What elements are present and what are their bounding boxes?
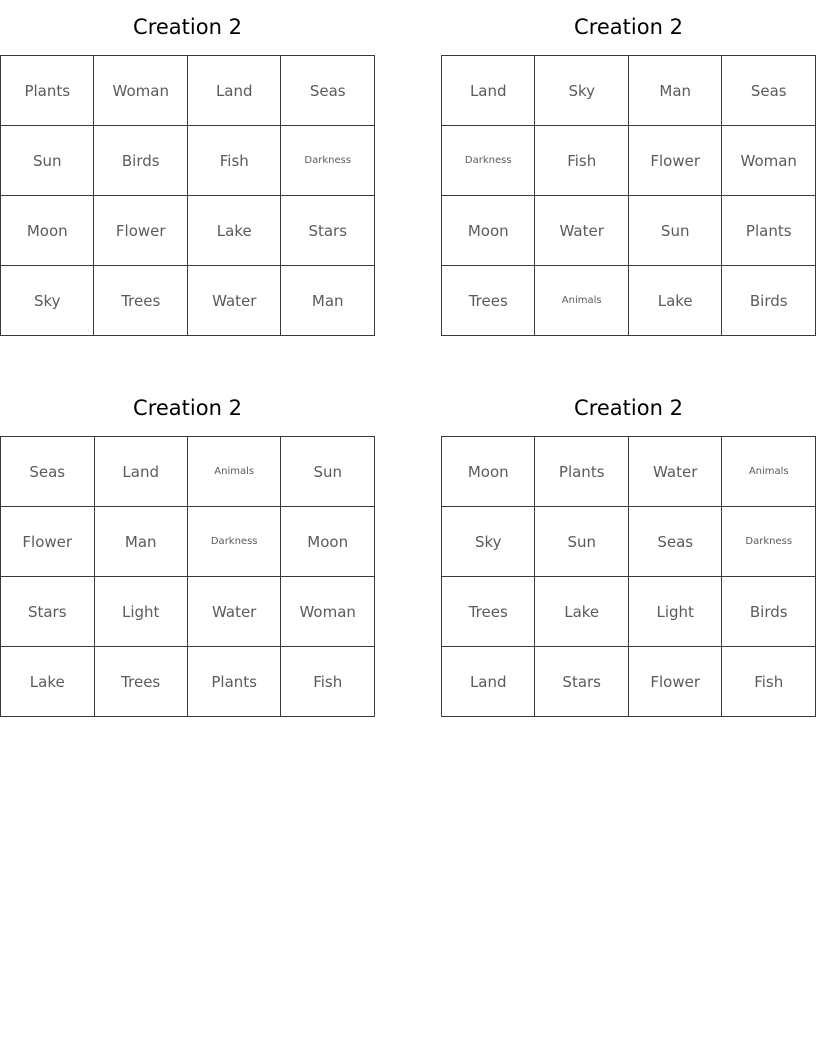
- card-title: Creation 2: [574, 396, 683, 420]
- grid-row: [442, 507, 816, 577]
- grid-cell: Stars: [535, 647, 628, 717]
- grid-cell: Fish: [535, 126, 628, 196]
- grid-cell: Seas: [628, 507, 722, 577]
- grid-cell: Trees: [442, 266, 535, 336]
- grid-cell: Seas: [281, 56, 375, 126]
- grid-cell: Fish: [188, 126, 281, 196]
- grid-cell: Woman: [94, 56, 188, 126]
- grid-cell: Moon: [281, 507, 375, 577]
- grid-cell: Seas: [1, 437, 95, 507]
- grid-cell: Lake: [628, 266, 722, 336]
- grid-cell: Man: [281, 266, 375, 336]
- grid-cell: Moon: [442, 437, 535, 507]
- grid-cell: Land: [442, 56, 535, 126]
- grid-cell: Water: [188, 266, 281, 336]
- grid-cell: Flower: [628, 647, 722, 717]
- grid-cell: Lake: [188, 196, 281, 266]
- grid-cell: Water: [628, 437, 722, 507]
- grid-cell: Fish: [281, 647, 375, 717]
- grid-cell: Light: [94, 577, 187, 647]
- grid-row: [1, 126, 375, 196]
- grid-cell: Fish: [722, 647, 816, 717]
- grid-cell: Moon: [442, 196, 535, 266]
- grid-cell: Plants: [722, 196, 816, 266]
- grid-cell: Sun: [535, 507, 628, 577]
- grid-row: [1, 437, 375, 507]
- grid-cell: Water: [187, 577, 280, 647]
- grid-cell: Woman: [281, 577, 375, 647]
- grid-row: [1, 266, 375, 336]
- grid-cell: Sun: [628, 196, 722, 266]
- grid-cell: Birds: [94, 126, 188, 196]
- grid-cell: Animals: [722, 437, 816, 507]
- grid-cell: Light: [628, 577, 722, 647]
- grid-row: [1, 577, 375, 647]
- grid-row: [442, 577, 816, 647]
- grid-cell: Lake: [1, 647, 95, 717]
- grid-cell: Sky: [1, 266, 94, 336]
- grid-row: [442, 196, 816, 266]
- grid-cell: Man: [628, 56, 722, 126]
- grid-row: [442, 647, 816, 717]
- card-title: Creation 2: [133, 15, 242, 39]
- grid-cell: Plants: [1, 56, 94, 126]
- grid-cell: Plants: [535, 437, 628, 507]
- bingo-grid: [441, 55, 816, 336]
- grid-cell: Trees: [94, 266, 188, 336]
- grid-cell: Moon: [1, 196, 94, 266]
- bingo-grid: [0, 55, 375, 336]
- grid-cell: Darkness: [722, 507, 816, 577]
- grid-cell: Flower: [94, 196, 188, 266]
- grid-cell: Water: [535, 196, 628, 266]
- grid-cell: Man: [94, 507, 187, 577]
- grid-row: [442, 266, 816, 336]
- grid-cell: Darkness: [281, 126, 375, 196]
- bingo-grid: [0, 436, 375, 717]
- grid-cell: Animals: [187, 437, 280, 507]
- grid-row: [1, 647, 375, 717]
- grid-cell: Stars: [281, 196, 375, 266]
- grid-cell: Flower: [1, 507, 95, 577]
- grid-cell: Stars: [1, 577, 95, 647]
- grid-cell: Lake: [535, 577, 628, 647]
- grid-row: [442, 56, 816, 126]
- grid-cell: Land: [188, 56, 281, 126]
- grid-row: [1, 56, 375, 126]
- grid-cell: Land: [94, 437, 187, 507]
- grid-cell: Seas: [722, 56, 816, 126]
- grid-row: [442, 437, 816, 507]
- card-title: Creation 2: [133, 396, 242, 420]
- grid-cell: Flower: [628, 126, 722, 196]
- grid-cell: Darkness: [187, 507, 280, 577]
- card-title: Creation 2: [574, 15, 683, 39]
- grid-cell: Sun: [1, 126, 94, 196]
- grid-cell: Woman: [722, 126, 816, 196]
- grid-cell: Sky: [535, 56, 628, 126]
- grid-cell: Birds: [722, 577, 816, 647]
- grid-row: [1, 507, 375, 577]
- grid-cell: Animals: [535, 266, 628, 336]
- grid-cell: Trees: [94, 647, 187, 717]
- grid-cell: Trees: [442, 577, 535, 647]
- grid-row: [1, 196, 375, 266]
- grid-cell: Plants: [187, 647, 280, 717]
- grid-cell: Land: [442, 647, 535, 717]
- grid-cell: Darkness: [442, 126, 535, 196]
- grid-cell: Sky: [442, 507, 535, 577]
- grid-cell: Sun: [281, 437, 375, 507]
- bingo-grid: [441, 436, 816, 717]
- grid-row: [442, 126, 816, 196]
- grid-cell: Birds: [722, 266, 816, 336]
